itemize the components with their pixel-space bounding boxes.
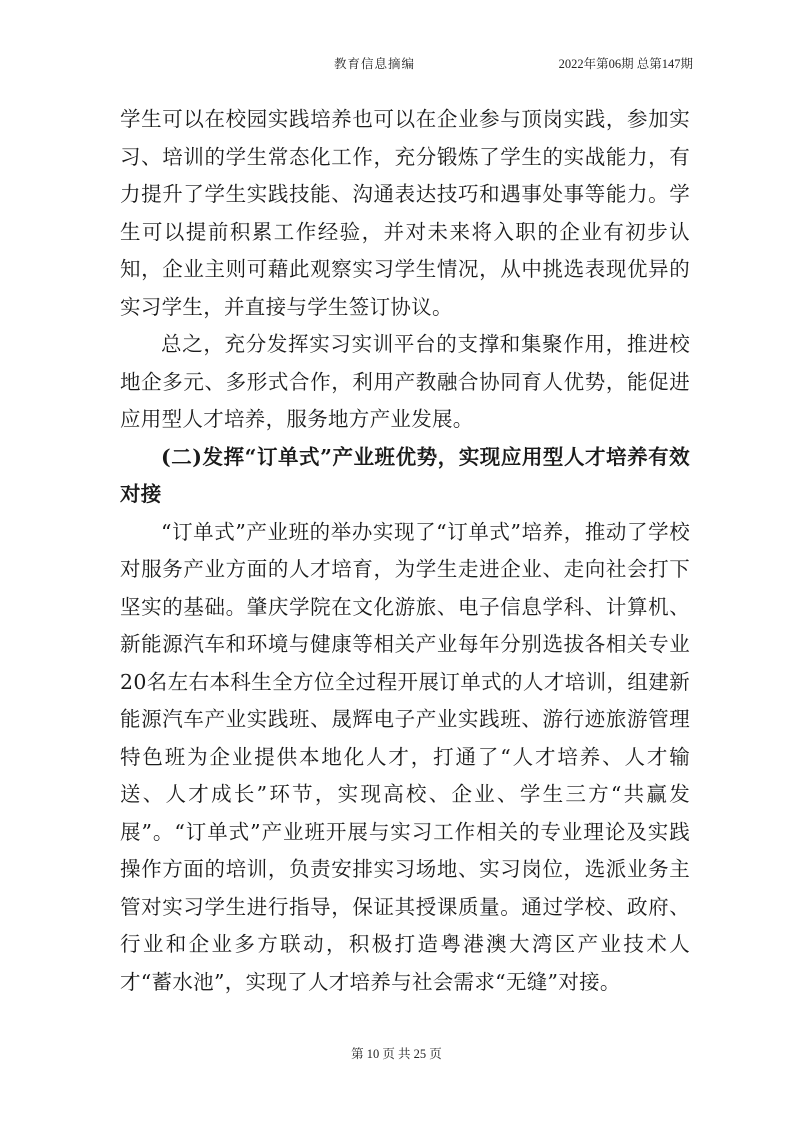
publication-title: 教育信息摘编 [334,57,416,71]
paragraph-summary: 总之，充分发挥实习实训平台的支撑和集聚作用，推进校地企多元、多形式合作，利用产教融合协同育人优势，能促进应用型人才培养，服务地方产业发展。 [120,332,690,431]
paragraph-order-class: “订单式”产业班的举办实现了“订单式”培养，推动了学校对服务产业方面的人才培育，为学生走进企业、走向社会打下坚实的基础。肇庆学院在文化游旅、电子信息学科、计算机、新能源汽车和环境与健康等相关产业每年分别选拔各相关专业 20名左右本科生全方位全过程开展订单式的人才培训，组建新能源汽车产业实践班、晟辉电子产业实践班、游行迹旅游管理特色班为企业提供本地化人才，打通了“人才培养、人才输送、人才成长”环节，实现高校、企业、学生三方“共赢发展”。“订单式”产业班开展与实习工作相关的专业理论及实践操作方面的培训，负责安排实习场地、实习岗位，选派业务主管对实习学生进行指导，保证其授课质量。通过学校、政府、行业和企业多方联动，积极打造粤港澳大湾区产业技术人才“蓄水池”，实现了人才培养与社会需求“无缝”对接。 [120,519,690,994]
issue-number: 2022年第06期 总第147期 [558,57,693,71]
paragraph-continuation: 学生可以在校园实践培养也可以在企业参与顶岗实践，参加实习、培训的学生常态化工作，充分锻炼了学生的实战能力，有力提升了学生实践技能、沟通表达技巧和遇事处事等能力。学生可以提前积累工作经验，并对未来将入职的企业有初步认知，企业主则可藉此观察实习学生情况，从中挑选表现优异的实习学生，并直接与学生签订协议。 [120,107,690,319]
article-body [120,101,690,1001]
page-number: 第 10 页 共 25 页 [351,1047,442,1061]
page-header [100,54,693,72]
section-heading: (二)发挥“订单式”产业班优势，实现应用型人才培养有效对接 [120,444,690,506]
header-rule [100,82,693,83]
